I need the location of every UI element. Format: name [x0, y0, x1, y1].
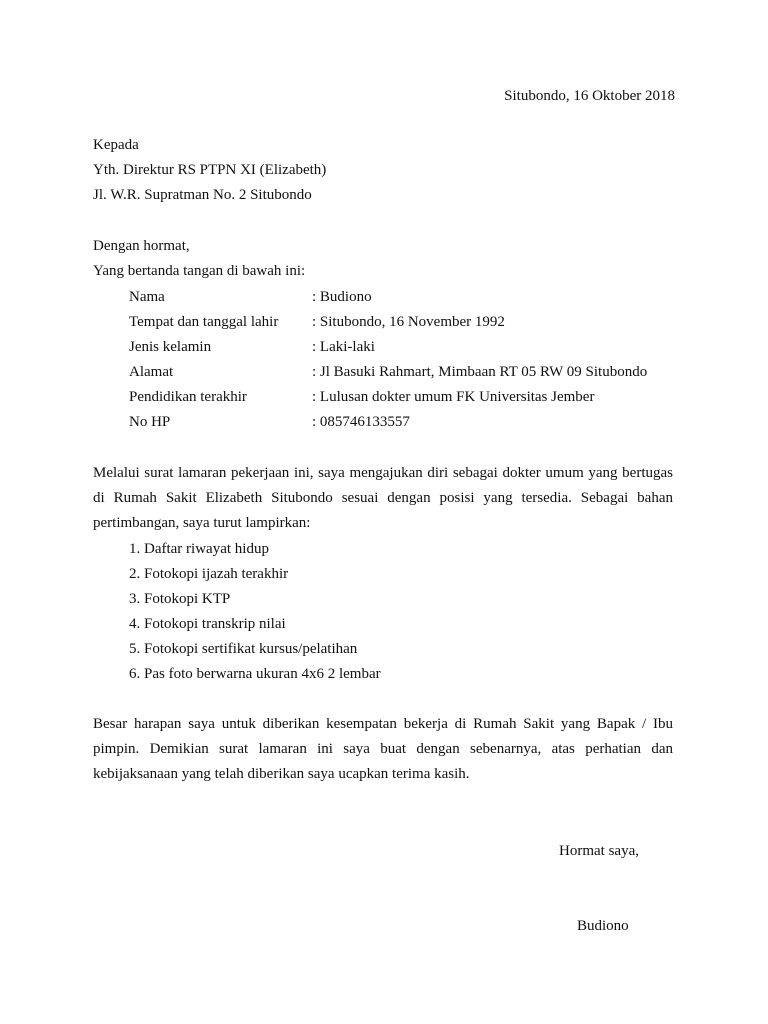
identity-value: : Jl Basuki Rahmart, Mimbaan RT 05 RW 09 Situbondo: [312, 364, 648, 380]
identity-label: No HP: [129, 414, 171, 430]
attachment-item: 4. Fotokopi transkrip nilai: [129, 616, 286, 632]
identity-row: [129, 410, 647, 435]
identity-row: [129, 385, 647, 410]
identity-row: [129, 285, 647, 310]
greeting-block: [93, 234, 305, 284]
body-paragraph-2: Besar harapan saya untuk diberikan kesempatan bekerja di Rumah Sakit yang Bapak / Ibu pimpin. Demikian surat lamaran ini saya buat dengan sebenarnya, atas perhatian dan kebijaksanaan yang telah diberikan saya ucapkan terima kasih.: [93, 716, 673, 782]
identity-row: [129, 335, 647, 360]
attachment-item: 3. Fotokopi KTP: [129, 591, 231, 607]
identity-row: [129, 360, 647, 385]
identity-row: [129, 310, 647, 335]
body-paragraph-1: Melalui surat lamaran pekerjaan ini, saya mengajukan diri sebagai dokter umum yang bertugas di Rumah Sakit Elizabeth Situbondo sesuai dengan posisi yang tersedia. Sebagai bahan pertimbangan, saya turut lampirkan:: [93, 465, 673, 531]
identity-label: Jenis kelamin: [129, 339, 212, 355]
letter-date: Situbondo, 16 Oktober 2018: [504, 88, 675, 104]
identity-value: : Laki-laki: [312, 339, 375, 355]
recipient-block: [93, 133, 326, 208]
identity-value: : Situbondo, 16 November 1992: [312, 314, 505, 330]
signatory-name: Budiono: [577, 918, 629, 934]
closing-phrase: Hormat saya,: [559, 843, 639, 859]
identity-value: : Budiono: [312, 289, 372, 305]
identity-value: : Lulusan dokter umum FK Universitas Jember: [312, 389, 595, 405]
identity-table: [129, 285, 647, 435]
recipient-address: Jl. W.R. Supratman No. 2 Situbondo: [93, 187, 312, 203]
identity-label: Alamat: [129, 364, 174, 380]
attachment-list: [129, 537, 381, 687]
attachment-item: 2. Fotokopi ijazah terakhir: [129, 566, 289, 582]
recipient-heading: Kepada: [93, 137, 139, 153]
identity-label: Tempat dan tanggal lahir: [129, 314, 279, 330]
identity-label: Nama: [129, 289, 165, 305]
attachment-item: 1. Daftar riwayat hidup: [129, 541, 269, 557]
recipient-name: Yth. Direktur RS PTPN XI (Elizabeth): [93, 162, 327, 178]
attachment-item: 6. Pas foto berwarna ukuran 4x6 2 lembar: [129, 666, 381, 682]
identity-value: : 085746133557: [312, 414, 410, 430]
intro-line: Yang bertanda tangan di bawah ini:: [93, 263, 306, 279]
attachment-item: 5. Fotokopi sertifikat kursus/pelatihan: [129, 641, 358, 657]
identity-label: Pendidikan terakhir: [129, 389, 247, 405]
salutation: Dengan hormat,: [93, 238, 190, 254]
